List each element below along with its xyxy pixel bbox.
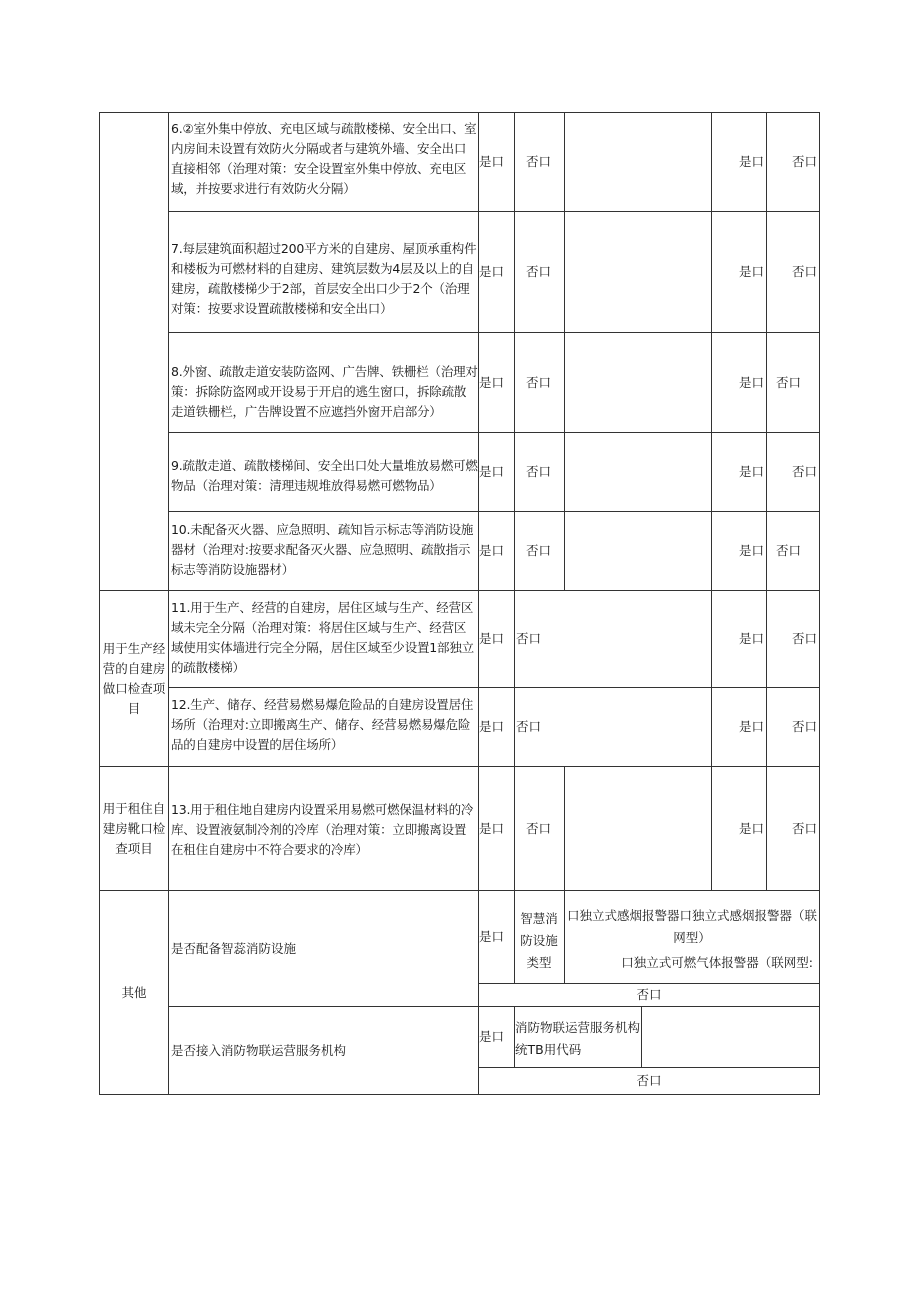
grid-line <box>99 112 100 1095</box>
grid-line <box>168 211 820 212</box>
item-12-no-check[interactable]: 否口 <box>516 719 542 734</box>
item-10-no-check-2[interactable]: 否口 <box>776 543 802 558</box>
grid-line <box>479 983 820 984</box>
item-13-text: 13.用于租住地自建房内设置采用易燃可燃保温材料的冷库、设置液氨制冷剂的冷库（治理对策：立即搬离设置在租住自建房中不符合要求的冷库） <box>171 802 474 857</box>
grid-line <box>168 1006 820 1007</box>
item-11-no-check-2[interactable]: 否口 <box>791 631 817 646</box>
grid-line <box>479 1067 820 1068</box>
grid-line <box>514 212 515 891</box>
item-8-yes-check[interactable]: 是口 <box>479 374 505 390</box>
grid-line <box>514 1007 515 1067</box>
iot-service-question: 是否接入消防物联运营服务机构 <box>171 1043 347 1058</box>
grid-line <box>168 511 820 512</box>
category-other-label: 其他 <box>121 984 147 1000</box>
item-8-yes-check-2[interactable]: 是口 <box>738 374 764 390</box>
item-11-yes-check-2[interactable]: 是口 <box>738 631 764 646</box>
grid-line <box>641 1007 642 1067</box>
item-10-text: 10.未配备灭火器、应急照明、疏知旨示标志等消防设施器材（治理对:按要求配备灭火器、应急照明、疏散指示标志等消防设施器材） <box>171 522 474 577</box>
smart-facility-no-check[interactable]: 否口 <box>636 987 662 1002</box>
smart-facility-type-label: 智慧消防设施类型 <box>520 911 558 970</box>
category-business-label: 用于生产经营的自建房做口检查项目 <box>102 640 166 716</box>
grid-line <box>514 891 515 983</box>
item-13-no-check[interactable]: 否口 <box>526 820 552 836</box>
grid-line <box>766 112 767 891</box>
smart-option-smoke[interactable]: 口独立式感烟报警器口独立式感烟报警器（联网型） <box>566 908 817 945</box>
item-11-yes-check[interactable]: 是口 <box>479 631 505 646</box>
iot-code-label: 消防物联运营服务机构统TB用代码 <box>515 1020 641 1057</box>
item-12-text: 12.生产、储存、经营易燃易爆危险品的自建房设置居住场所（治理对:立即搬离生产、储存、经营易燃易爆危险品的自建房中设置的居住场所） <box>171 697 474 752</box>
item-8-no-check[interactable]: 否口 <box>526 374 552 390</box>
grid-line <box>564 767 565 891</box>
item-7-no-check-2[interactable]: 否口 <box>791 264 817 279</box>
grid-line <box>711 112 712 891</box>
grid-line <box>564 891 565 983</box>
grid-line <box>819 112 820 1095</box>
item-6-yes-check[interactable]: 是口 <box>479 154 505 169</box>
grid-line <box>514 112 515 211</box>
item-9-no-check-2[interactable]: 否口 <box>791 464 817 479</box>
item-6-no-check-2[interactable]: 否口 <box>791 154 817 169</box>
grid-line <box>168 112 169 1095</box>
grid-line <box>168 432 820 433</box>
grid-line <box>168 687 820 688</box>
item-7-yes-check-2[interactable]: 是口 <box>738 264 764 279</box>
item-12-yes-check-2[interactable]: 是口 <box>738 719 764 734</box>
smart-facility-question: 是否配备智蕊消防设施 <box>171 940 297 956</box>
item-7-yes-check[interactable]: 是口 <box>479 264 505 279</box>
item-6-no-check[interactable]: 否口 <box>526 154 552 169</box>
item-13-no-check-2[interactable]: 否口 <box>791 820 817 836</box>
item-9-yes-check-2[interactable]: 是口 <box>738 464 764 479</box>
item-13-yes-check[interactable]: 是口 <box>479 820 505 836</box>
item-11-text: 11.用于生产、经营的自建房，居住区域与生产、经营区域未完全分隔（治理对策：将居住区域与生产、经营区域使用实体墙进行完全分隔，居住区域至少设置1部独立的疏散楼梯） <box>171 600 474 675</box>
smart-option-gas[interactable]: 口独立式可燃气体报警器（联网型: <box>621 955 813 970</box>
iot-service-no-check[interactable]: 否口 <box>636 1073 662 1088</box>
item-9-yes-check[interactable]: 是口 <box>479 464 505 479</box>
item-8-no-check-2[interactable]: 否口 <box>776 374 802 390</box>
item-12-no-check-2[interactable]: 否口 <box>791 719 817 734</box>
item-7-no-check[interactable]: 否口 <box>526 264 552 279</box>
grid-line <box>99 1094 820 1095</box>
item-12-yes-check[interactable]: 是口 <box>479 719 505 734</box>
item-13-yes-check-2[interactable]: 是口 <box>738 820 764 836</box>
item-8-text: 8.外窗、疏散走道安装防盗网、广告牌、铁栅栏（治理对策：拆除防盗网或开设易于开启的逃生窗口，拆除疏散走道铁栅栏，广告牌设置不应遮挡外窗开启部分） <box>171 364 478 419</box>
iot-code-input[interactable] <box>642 1007 819 1067</box>
grid-line <box>478 112 479 1095</box>
item-6-text: 6.②室外集中停放、充电区域与疏散楼梯、安全出口、室内房间未设置有效防火分隔或者与建筑外墙、安全出口直接相邻（治理对策：安全设置室外集中停放、充电区域，并按要求进行有效防火分隔） <box>171 121 477 196</box>
item-6-yes-check-2[interactable]: 是口 <box>738 154 764 169</box>
smart-facility-yes-check[interactable]: 是口 <box>479 929 505 944</box>
category-rental-label: 用于租住自建房靴口检查项目 <box>102 800 166 856</box>
item-10-yes-check[interactable]: 是口 <box>479 543 505 558</box>
item-9-text: 9.疏散走道、疏散楼梯间、安全出口处大量堆放易燃可燃物品（治理对策：清理违规堆放得易燃可燃物品） <box>171 458 478 493</box>
grid-line <box>564 112 565 591</box>
grid-line <box>168 332 820 333</box>
item-9-no-check[interactable]: 否口 <box>526 464 552 479</box>
item-7-text: 7.每层建筑面积超过200平方米的自建房、屋顶承重构件和楼板为可燃材料的自建房、建筑层数为4层及以上的自建房，疏散楼梯少于2部，首层安全出口少于2个（治理对策：按要求设置疏散楼梯和安全出口） <box>171 241 477 316</box>
item-11-no-check[interactable]: 否口 <box>516 631 542 646</box>
iot-service-yes-check[interactable]: 是口 <box>479 1029 505 1044</box>
item-10-yes-check-2[interactable]: 是口 <box>738 543 764 558</box>
item-10-no-check[interactable]: 否口 <box>526 543 552 558</box>
